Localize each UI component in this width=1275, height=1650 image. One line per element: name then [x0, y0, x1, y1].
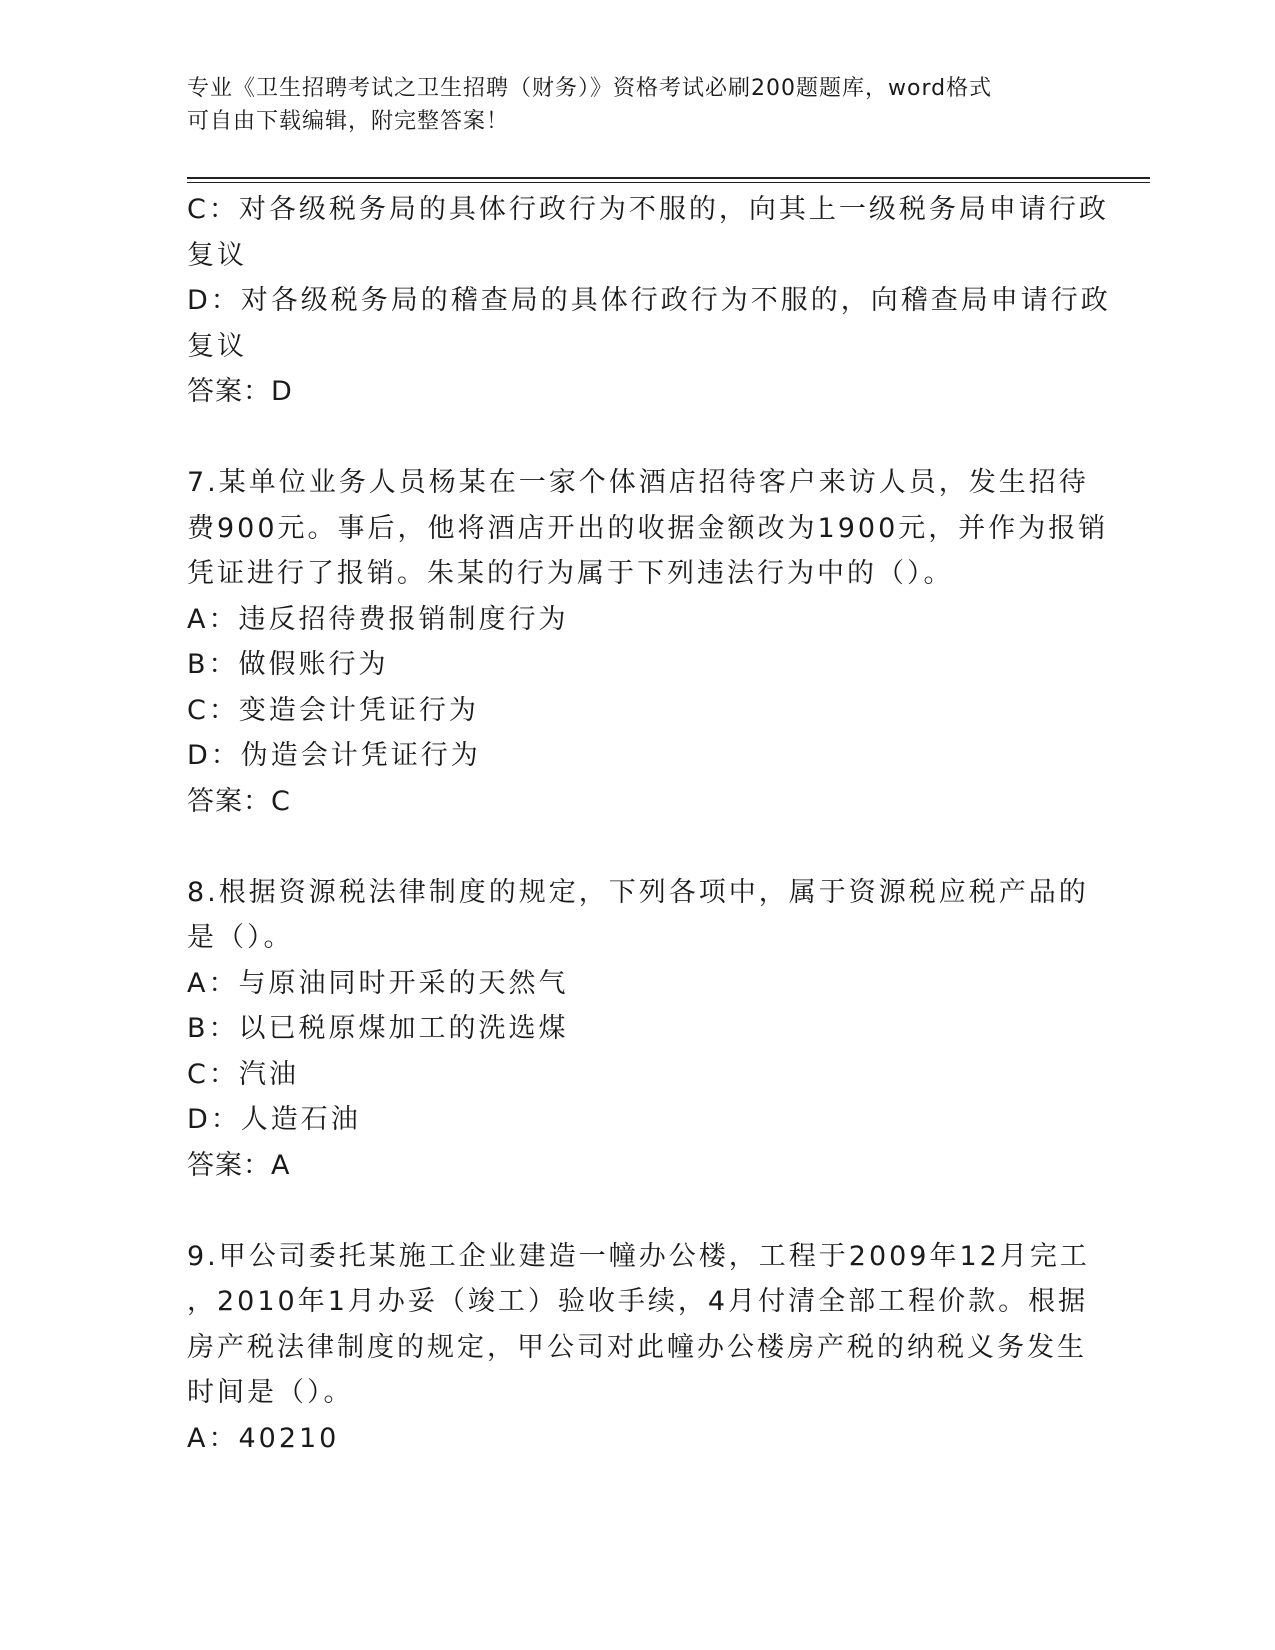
option-d: D：伪造会计凭证行为	[187, 740, 481, 771]
option-d-line-2: 复议	[187, 330, 247, 362]
option-b: B：以已税原煤加工的洗选煤	[187, 1013, 569, 1044]
question-stem-line-3: 房产税法律制度的规定，甲公司对此幢办公楼房产税的纳税义务发生	[187, 1331, 1087, 1363]
document-body	[187, 187, 1111, 1461]
answer-line: 答案：D	[187, 376, 293, 407]
question-stem-line-2: 费900元。事后，他将酒店开出的收据金额改为1900元，并作为报销	[187, 512, 1109, 544]
header-title-line-2: 可自由下载编辑，附完整答案！	[187, 109, 510, 134]
question-stem-line-2: ，2010年1月办妥（竣工）验收手续，4月付清全部工程价款。根据	[187, 1286, 1089, 1317]
question-stem-line-3: 凭证进行了报销。朱某的行为属于下列违法行为中的（）。	[187, 558, 954, 589]
spacer	[187, 824, 1082, 870]
answer-line: 答案：C	[187, 785, 291, 817]
spacer	[187, 1188, 1082, 1234]
option-c-line-2: 复议	[187, 239, 247, 271]
answer-line: 答案：A	[187, 1149, 291, 1181]
option-c: C：变造会计凭证行为	[187, 694, 479, 726]
question-7	[187, 460, 1109, 824]
option-a: A：与原油同时开采的天然气	[187, 967, 569, 999]
question-stem-line-1: 8.根据资源税法律制度的规定，下列各项中，属于资源税应税产品的	[187, 876, 1089, 908]
question-stem-line-1: 9.甲公司委托某施工企业建造一幢办公楼，工程于2009年12月完工	[187, 1240, 1090, 1272]
option-a: A：违反招待费报销制度行为	[187, 603, 569, 635]
question-6-tail	[187, 187, 1111, 415]
spacer	[187, 415, 1082, 461]
option-d-line-1: D：对各级税务局的稽查局的具体行政行为不服的，向稽查局申请行政	[187, 285, 1111, 316]
document-header	[187, 72, 1087, 138]
question-9	[187, 1234, 1090, 1462]
question-stem-line-1: 7.某单位业务人员杨某在一家个体酒店招待客户来访人员，发生招待	[187, 467, 1089, 498]
header-title-line-1: 专业《卫生招聘考试之卫生招聘（财务）》资格考试必刷200题题库，word格式	[187, 76, 993, 101]
option-d: D：人造石油	[187, 1104, 361, 1135]
option-c-line-1: C：对各级税务局的具体行政行为不服的，向其上一级税务局申请行政	[187, 194, 1109, 225]
header-divider-thin	[187, 182, 1150, 183]
option-c: C：汽油	[187, 1058, 299, 1090]
question-8	[187, 870, 1089, 1189]
option-a: A：40210	[187, 1422, 340, 1454]
option-b: B：做假账行为	[187, 649, 389, 680]
question-stem-line-2: 是（）。	[187, 922, 294, 953]
question-stem-line-4: 时间是（）。	[187, 1377, 354, 1408]
header-divider-thick	[187, 177, 1150, 179]
